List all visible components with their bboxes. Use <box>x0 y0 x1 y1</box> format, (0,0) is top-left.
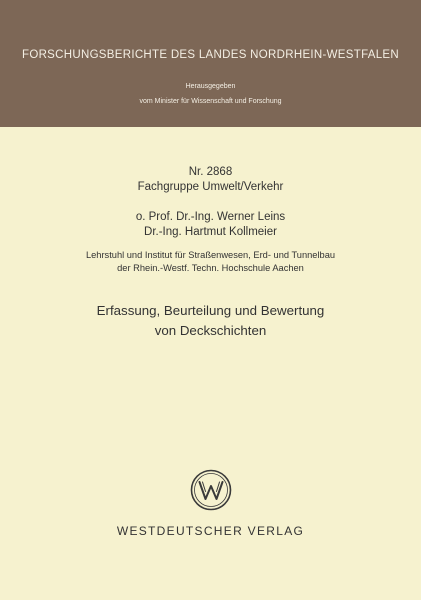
institution-line-1: Lehrstuhl und Institut für Straßenwesen, Erd- und Tunnelbau <box>85 250 336 260</box>
series-title: FORSCHUNGSBERICHTE DES LANDES NORDRHEIN-WESTFALEN <box>22 49 399 61</box>
subject-group: Fachgruppe Umwelt/Verkehr <box>137 181 284 193</box>
report-number: Nr. 2868 <box>188 166 233 178</box>
westdeutscher-verlag-logo-icon <box>190 469 232 511</box>
book-title-line-2: von Deckschichten <box>154 323 267 338</box>
editor-name: vom Minister für Wissenschaft und Forschung <box>139 98 282 105</box>
author-2: Dr.-Ing. Hartmut Kollmeier <box>144 226 277 238</box>
author-1: o. Prof. Dr.-Ing. Werner Leins <box>135 211 286 223</box>
publisher-name: WESTDEUTSCHER VERLAG <box>116 524 305 538</box>
book-title-line-1: Erfassung, Beurteilung und Bewertung <box>96 303 325 318</box>
series-header-band <box>0 0 421 127</box>
editor-label: Herausgegeben <box>185 83 236 90</box>
institution-line-2: der Rhein.-Westf. Techn. Hochschule Aachen <box>117 263 304 273</box>
